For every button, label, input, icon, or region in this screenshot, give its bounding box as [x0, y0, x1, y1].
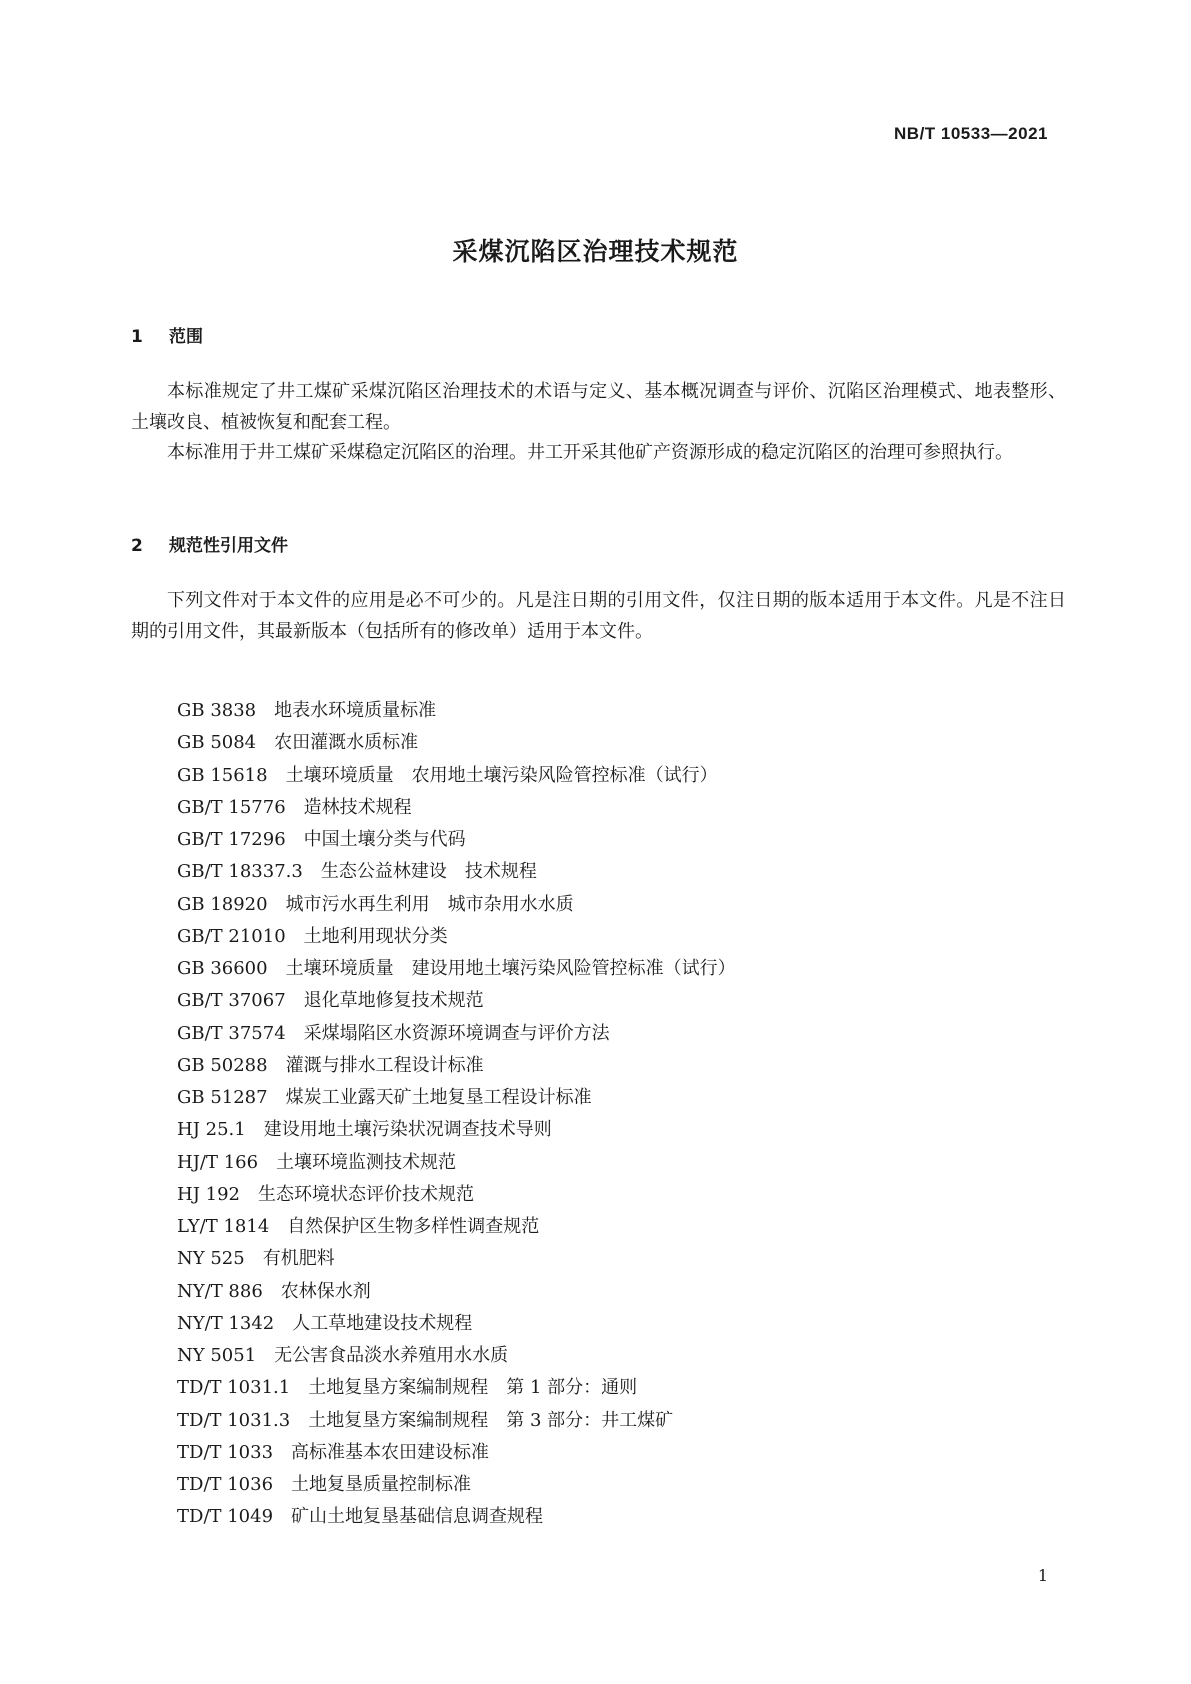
reference-title: 农林保水剂: [280, 1280, 371, 1302]
reference-title: 中国土壤分类与代码: [303, 829, 466, 850]
reference-title: 无公害食品淡水养殖用水水质: [274, 1345, 509, 1366]
document-title: 采煤沉陷区治理技术规范: [452, 237, 739, 266]
reference-code: NY 525: [177, 1248, 245, 1270]
reference-title: 土地利用现状分类: [303, 925, 448, 947]
section-2-number: 2: [131, 536, 143, 556]
reference-code: HJ 25.1: [177, 1119, 246, 1141]
reference-item: [177, 1469, 736, 1501]
reference-title: 退化草地修复技术规范: [303, 990, 484, 1012]
reference-item: [177, 727, 736, 759]
section-1-paragraph-1: 本标准规定了井工煤矿采煤沉陷区治理技术的术语与定义、基本概况调查与评价、沉陷区治理模式、地表整形、土壤改良、植被恢复和配套工程。: [131, 381, 1066, 433]
reference-code: GB 51287: [177, 1087, 268, 1108]
reference-code: GB 3838: [177, 700, 257, 721]
reference-code: TD/T 1036: [177, 1474, 274, 1495]
reference-code: GB 15618: [177, 764, 268, 786]
reference-title: 土壤环境质量 农用地土壤污染风险管控标准（试行）: [285, 764, 718, 786]
reference-item: [177, 985, 736, 1017]
reference-code: GB/T 17296: [177, 829, 286, 850]
reference-code: GB 5084: [177, 732, 257, 754]
reference-title: 地表水环境质量标准: [274, 700, 437, 721]
reference-title: 有机肥料: [262, 1248, 335, 1270]
reference-item: [177, 856, 736, 888]
reference-code: TD/T 1033: [177, 1441, 274, 1463]
reference-code: GB/T 37574: [177, 1022, 286, 1044]
reference-item: [177, 1405, 736, 1437]
section-2-paragraph-1: 下列文件对于本文件的应用是必不可少的。凡是注日期的引用文件，仅注日期的版本适用于本文件。凡是不注日期的引用文件，其最新版本（包括所有的修改单）适用于本文件。: [131, 590, 1066, 642]
reference-title: 城市污水再生利用 城市杂用水水质: [285, 893, 574, 915]
reference-item: [177, 695, 736, 727]
reference-item: [177, 1243, 736, 1275]
reference-title: 农田灌溉水质标准: [274, 732, 419, 754]
reference-item: [177, 889, 736, 921]
reference-title: 造林技术规程: [303, 796, 412, 818]
reference-item: [177, 1340, 736, 1372]
reference-item: [177, 1082, 736, 1114]
reference-code: TD/T 1049: [177, 1506, 274, 1528]
reference-item: [177, 1372, 736, 1404]
reference-title: 土壤环境质量 建设用地土壤污染风险管控标准（试行）: [285, 958, 736, 979]
reference-code: GB/T 37067: [177, 990, 286, 1012]
reference-code: TD/T 1031.1: [177, 1377, 291, 1399]
reference-code: GB/T 18337.3: [177, 861, 303, 883]
reference-title: 自然保护区生物多样性调查规范: [287, 1216, 540, 1237]
reference-title: 高标准基本农田建设标准: [291, 1441, 490, 1463]
reference-item: [177, 1018, 736, 1050]
reference-code: GB 50288: [177, 1054, 268, 1076]
reference-item: [177, 1276, 736, 1308]
reference-code: GB/T 15776: [177, 796, 286, 818]
reference-item: [177, 1501, 736, 1533]
page-number: 1: [1037, 1566, 1048, 1585]
reference-title: 生态公益林建设 技术规程: [320, 861, 537, 883]
reference-item: [177, 824, 736, 856]
reference-item: [177, 921, 736, 953]
reference-item: [177, 1308, 736, 1340]
reference-title: 人工草地建设技术规程: [292, 1312, 473, 1334]
reference-code: NY/T 886: [177, 1280, 263, 1302]
reference-item: [177, 1050, 736, 1082]
reference-code: GB/T 21010: [177, 925, 286, 947]
reference-item: [177, 1147, 736, 1179]
reference-code: NY/T 1342: [177, 1312, 275, 1334]
reference-title: 建设用地土壤污染状况调查技术导则: [263, 1119, 552, 1141]
section-1-number: 1: [131, 327, 143, 347]
reference-title: 采煤塌陷区水资源环境调查与评价方法: [303, 1022, 610, 1044]
reference-item: [177, 760, 736, 792]
reference-title: 煤炭工业露天矿土地复垦工程设计标准: [285, 1087, 592, 1108]
reference-title: 矿山土地复垦基础信息调查规程: [291, 1506, 544, 1528]
reference-list: [177, 695, 736, 1534]
reference-code: GB 36600: [177, 958, 268, 979]
reference-code: TD/T 1031.3: [177, 1409, 291, 1431]
reference-code: HJ 192: [177, 1183, 240, 1205]
section-1-heading: [131, 322, 203, 347]
reference-code: NY 5051: [177, 1345, 257, 1366]
reference-title: 土地复垦方案编制规程 第 3 部分：井工煤矿: [308, 1409, 674, 1431]
section-1-title: 范围: [169, 327, 203, 347]
reference-item: [177, 1114, 736, 1146]
section-2-heading: [131, 531, 288, 556]
reference-item: [177, 1211, 736, 1243]
reference-item: [177, 1179, 736, 1211]
reference-title: 土壤环境监测技术规范: [276, 1151, 457, 1173]
reference-title: 土地复垦质量控制标准: [291, 1474, 472, 1495]
reference-code: HJ/T 166: [177, 1151, 259, 1173]
reference-code: GB 18920: [177, 893, 268, 915]
reference-title: 生态环境状态评价技术规范: [258, 1183, 474, 1205]
reference-code: LY/T 1814: [177, 1216, 270, 1237]
reference-title: 土地复垦方案编制规程 第 1 部分：通则: [308, 1377, 638, 1399]
reference-item: [177, 953, 736, 985]
reference-title: 灌溉与排水工程设计标准: [285, 1054, 484, 1076]
section-2-title: 规范性引用文件: [169, 536, 288, 556]
reference-item: [177, 1437, 736, 1469]
section-1-paragraph-2: 本标准用于井工煤矿采煤稳定沉陷区的治理。井工开采其他矿产资源形成的稳定沉陷区的治理可参照执行。: [167, 442, 1013, 463]
reference-item: [177, 792, 736, 824]
standard-code: NB/T 10533—2021: [894, 124, 1048, 143]
